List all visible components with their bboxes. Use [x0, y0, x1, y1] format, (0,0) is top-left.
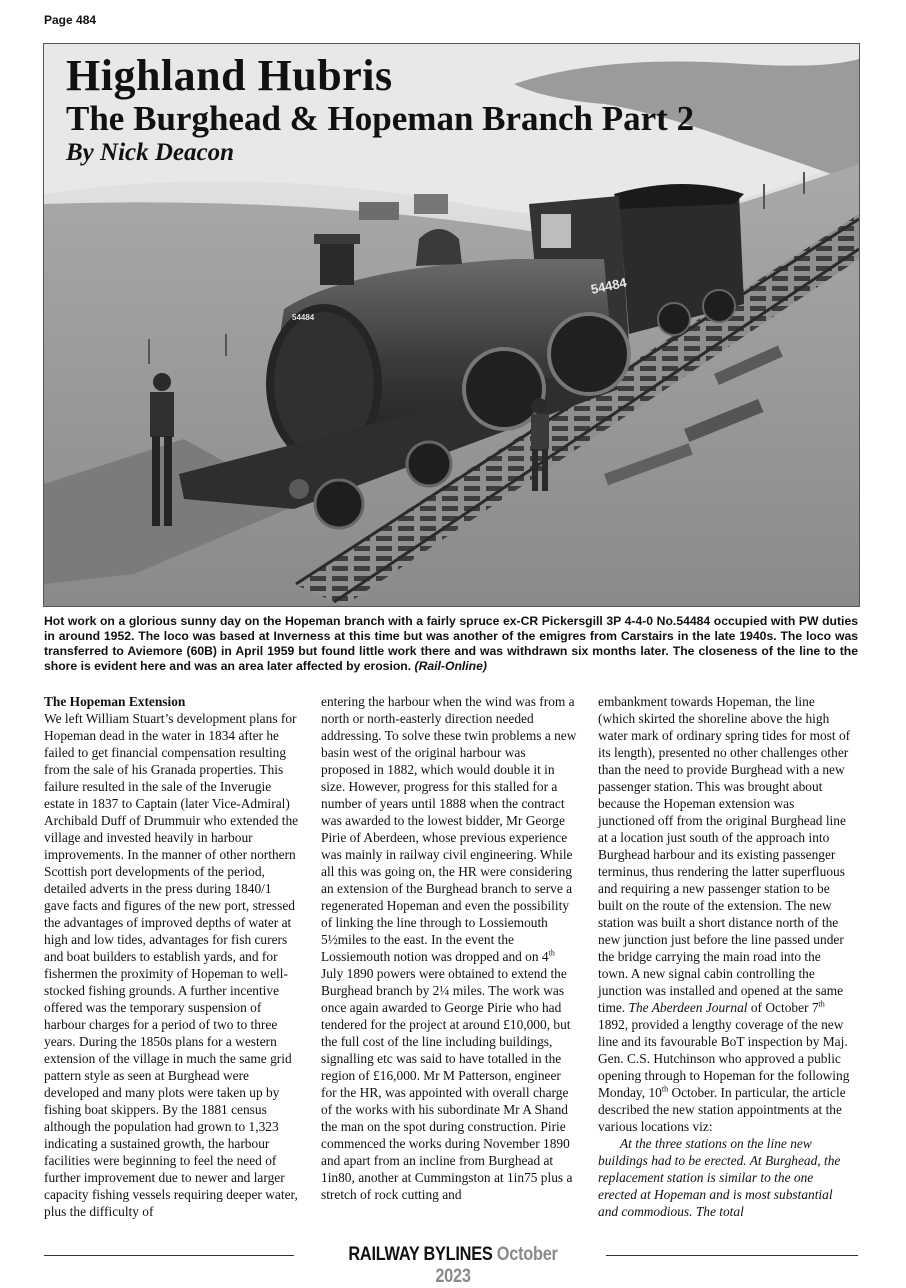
article-column-3 — [598, 693, 854, 1220]
page-number: Page 484 — [44, 13, 97, 27]
page-footer — [44, 1244, 858, 1287]
article-title: Highland Hubris — [66, 51, 393, 100]
ordinal-suffix: th — [818, 999, 825, 1009]
column-3-text-part-d: October. In particular, the article described the new station appointments at the various locations viz: — [598, 1085, 846, 1134]
column-2-text-part-b: July 1890 powers were obtained to extend the Burghead branch by 2¼ miles. The work was once again awarded to George Pirie who had tendered for the project at around £10,000, but the full cost of the line including buildings, signalling etc was said to have totalled in the region of £16,000. Mr M Patterson, engineer for the HR, was appointed with overall charge of the works with his subordinate Mr A Shand the man on the spot during construction. Pirie commenced the works during November 1890 and apart from an incline from Burghead at 1in80, another at Cummingston at 1in75 plus a stretch of rock cutting and — [321, 966, 573, 1202]
column-1-text: We left William Stuart’s development plans for Hopeman dead in the water in 1834 after he failed to get financial compensation resulting from the sale of his Granada properties. This failure resulted in the sale of the Inverugie estate in 1837 to Captain (later Vice-Admiral) Archibald Duff of Drummuir who extended the village and invested heavily in harbour improvements. In the manner of other northern Scottish port developments of the period, detailed adverts in the press during 1840/1 gave facts and figures of the new port, stressed the advantages of improved depths of water at high and low tides, advantages for fish curers and boat builders to establish yards, and for fishermen the proximity of Hopeman to well-stocked fishing grounds. A further incentive offered was the temporary suspension of harbour charges for a period of two to three years. During the 1850s plans for a western extension of the village in much the same grid pattern style as seen at Burghead were developed and many plots were taken up by fishing boat skippers. By the 1881 census although the population had grown to 1,323 indicating a sustained growth, the harbour facilities were beginning to feel the need of further improvement due to newer and larger capacity fishing vessels requiring deeper water, plus the difficulty of — [44, 711, 299, 1219]
column-3-text — [598, 693, 854, 1135]
column-3-text-part-b: of October 7 — [747, 1000, 819, 1015]
column-3-text-part-a: embankment towards Hopeman, the line (which skirted the shoreline above the high water mark of ordinary spring tides for most of its length), presented no other challenges other than the need to provide Burghead with a new passenger station. This was brought about because the Hopeman extension was junctioned off from the original Burghead line at a location just south of the approach into Burghead harbour and its existing passenger terminus, thus rendering the latter superfluous and requiring a new passenger station to be built on the route of the extension. The new station was built a short distance north of the new junction just before the line passed under the bridge carrying the main road into the town. A new signal cabin controlling the junction was installed and opened at the same time. — [598, 694, 851, 1015]
article-column-1 — [44, 693, 300, 1220]
quoted-passage: At the three stations on the line new buildings had to be erected. At Burghead, the replacement station is similar to the one erected at Hopeman and is most substantial and commodious. The total — [598, 1136, 841, 1219]
photo-caption — [44, 614, 858, 674]
journal-title: The Aberdeen Journal — [628, 1000, 748, 1015]
headline-block — [66, 52, 694, 168]
locomotive-photo — [43, 43, 860, 607]
section-heading: The Hopeman Extension — [44, 694, 186, 709]
column-2-text-part-a: entering the harbour when the wind was from a north or north-easterly direction needed addressing. To solve these twin problems a new basin west of the original harbour was proposed in 1882, which would double it in size. However, progress for this stalled for a number of years until 1888 when the contract was awarded to the lowest bidder, Mr George Pirie of Aberdeen, whose previous experience was mainly in railway civil engineering. While all this was going on, the HR were considering an extension of the Burghead branch to serve a regenerated Hopeman and even the possibility of linking the line through to Lossiemouth 5½miles to the east. In the event the Lossiemouth notion was dropped and on 4 — [321, 694, 577, 964]
magazine-name: RAILWAY BYLINES — [348, 1244, 493, 1265]
smokebox-number-plate: 54484 — [292, 313, 315, 322]
article-subtitle: The Burghead & Hopeman Branch Part 2 — [66, 99, 695, 138]
ordinal-suffix: th — [548, 948, 555, 958]
issue-date: October 2023 — [435, 1244, 558, 1287]
caption-credit: (Rail-Online) — [414, 659, 487, 673]
cab-side-number: 54484 — [589, 274, 628, 297]
footer-rule-left — [44, 1255, 294, 1256]
article-byline: By Nick Deacon — [66, 139, 235, 166]
column-3-text-part-c: 1892, provided a lengthy coverage of the new line and its favourable BoT inspection by Maj. Gen. C.S. Hutchinson who approved a public opening through to Hopeman for the following Monday, 10 — [598, 1017, 850, 1100]
chimney — [320, 239, 354, 285]
caption-text: Hot work on a glorious sunny day on the Hopeman branch with a fairly spruce ex-CR Pickersgill 3P 4-4-0 No.54484 occupied with PW duties in around 1952. The loco was based at Inverness at this time but was another of the emigres from Carstairs in the late 1940s. The loco was transferred to Aviemore (60B) in April 1959 but found little work there and was withdrawn six months later. The closeness of the line to the shore is evident here and was an area later affected by erosion. — [44, 614, 858, 673]
footer-masthead — [337, 1244, 569, 1288]
article-column-2 — [321, 693, 577, 1203]
ordinal-suffix: th — [661, 1084, 669, 1094]
column-2-text — [321, 693, 577, 1203]
footer-rule-right — [606, 1255, 858, 1256]
